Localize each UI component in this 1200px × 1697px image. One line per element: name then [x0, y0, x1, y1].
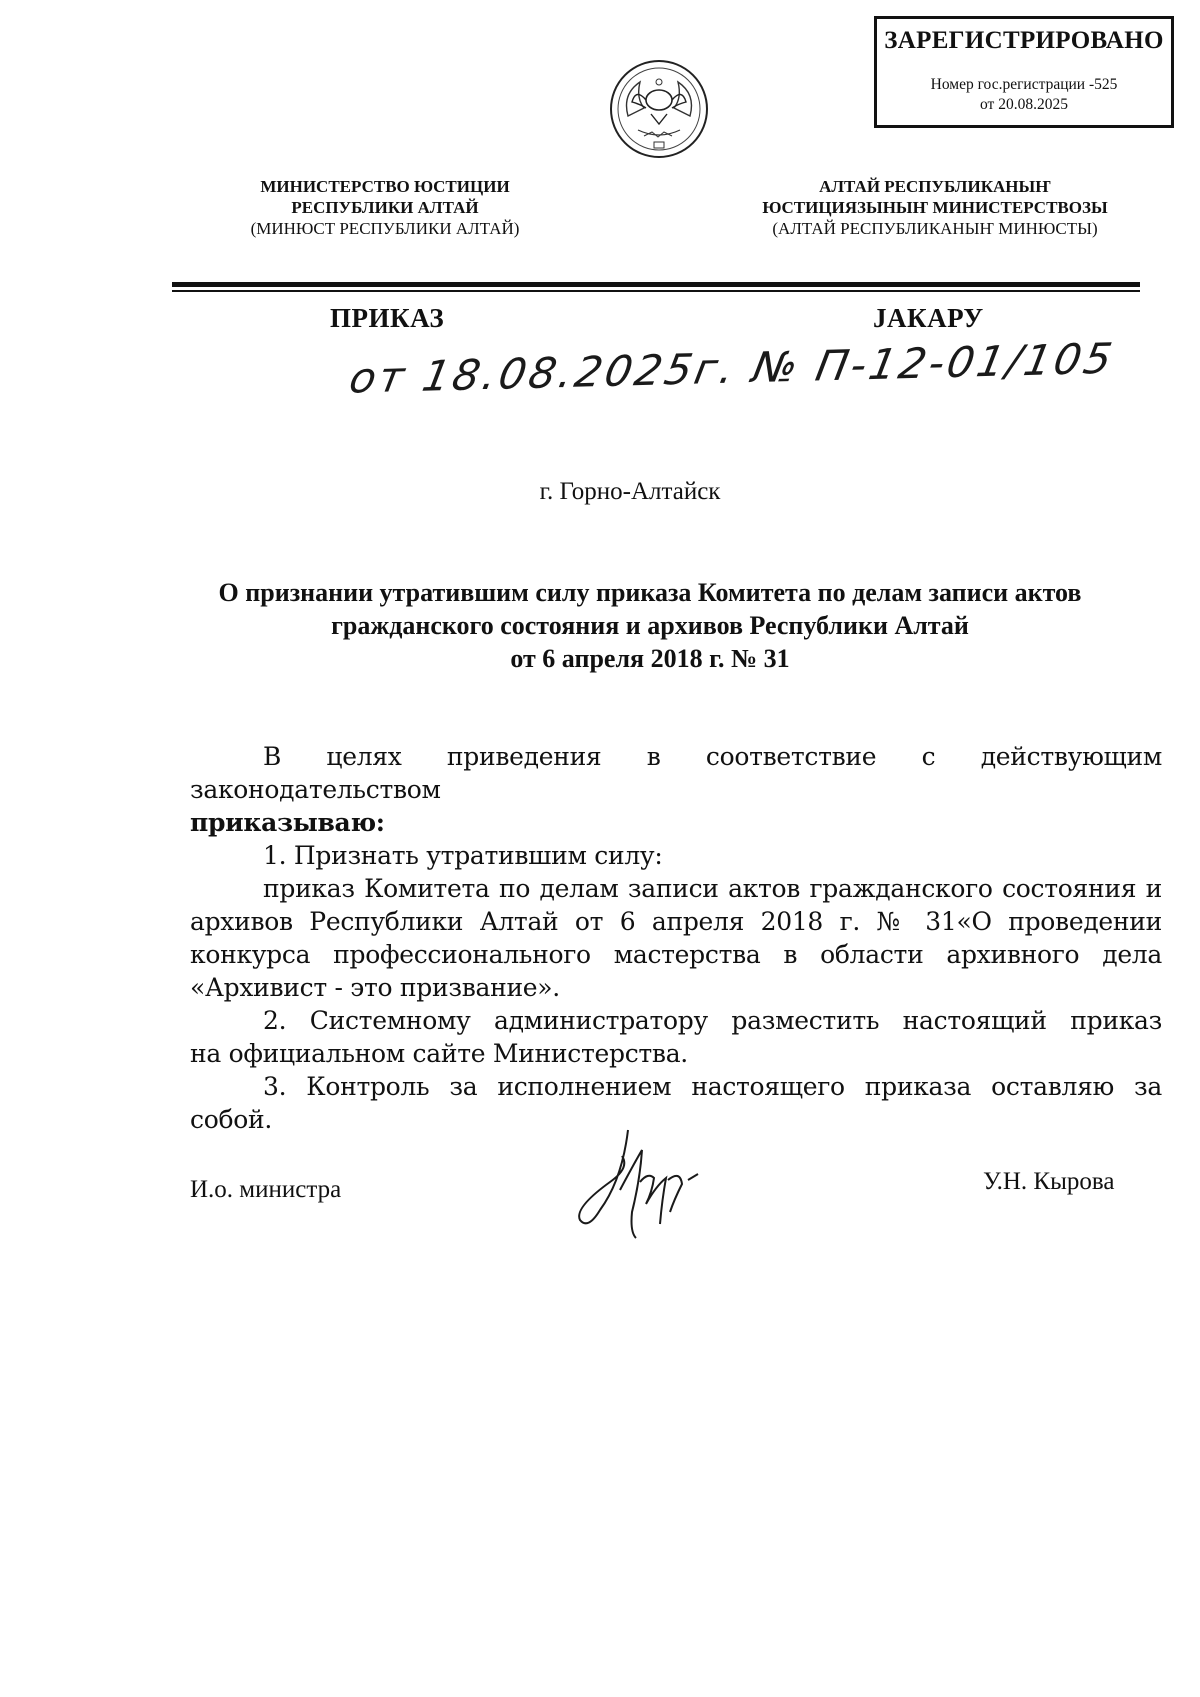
registration-stamp — [874, 16, 1174, 128]
ministry-short-name: (МИНЮСТ РЕСПУБЛИКИ АЛТАЙ) — [250, 219, 520, 238]
handwritten-signature — [570, 1120, 720, 1250]
signer-name: У.Н. Кырова — [983, 1168, 1115, 1195]
document-title — [160, 576, 1140, 675]
ministry-name-line2: РЕСПУБЛИКИ АЛТАЙ — [291, 198, 479, 217]
order-label-russian: ПРИКАЗ — [330, 303, 445, 333]
title-line3: от 6 апреля 2018 г. № 31 — [510, 644, 790, 673]
body-item3: 3. Контроль за исполнением настоящего приказа оставляю за собой. — [190, 1072, 1162, 1134]
ministry-short-name-altai: (АЛТАЙ РЕСПУБЛИКАНЫҤ МИНЮСТЫ) — [772, 219, 1098, 238]
order-label-altai: ЈАКАРУ — [873, 303, 984, 333]
ministry-name-altai-line1: АЛТАЙ РЕСПУБЛИКАНЫҤ — [819, 177, 1051, 196]
ministry-header-altai — [725, 176, 1145, 239]
signer-role: И.о. министра — [190, 1176, 342, 1203]
body-item2-line1: 2. Системному администратору разместить настоящий приказ — [263, 1006, 1162, 1035]
body-item1-text: приказ Комитета по делам записи актов гражданского состояния и архивов Республики Алтай от 6 апреля 2018 г. № 31«О проведении конкурса профессионального мастерства в области архивного дела «Архивист - это призвание». — [190, 874, 1162, 1002]
body-item1: 1. Признать утратившим силу: — [263, 841, 663, 870]
registration-number: Номер гос.регистрации -525 — [930, 76, 1118, 93]
ministry-name-line1: МИНИСТЕРСТВО ЮСТИЦИИ — [260, 177, 510, 196]
body-intro: В целях приведения в соответствие с действующим законодательством — [190, 742, 1162, 804]
title-line2: гражданского состояния и архивов Республики Алтай — [331, 611, 969, 640]
body-item2-line2: на официальном сайте Министерства. — [190, 1039, 688, 1068]
coat-of-arms-icon — [606, 58, 712, 160]
header-divider-thick — [172, 282, 1140, 287]
registration-title: ЗАРЕГИСТРИРОВАНО — [884, 27, 1164, 54]
body-orders-word: приказываю: — [190, 808, 385, 837]
title-line1: О признании утратившим силу приказа Комитета по делам записи актов — [218, 578, 1082, 607]
ministry-header-russian — [200, 176, 570, 239]
registration-date: от 20.08.2025 — [980, 96, 1068, 113]
handwritten-order-date-number: от 18.08.2025г. № П-12-01/105 — [345, 333, 1119, 403]
document-body — [190, 740, 1162, 1136]
ministry-name-altai-line2: ЮСТИЦИЯЗЫНЫҤ МИНИСТЕРСТВОЗЫ — [762, 198, 1108, 217]
header-divider-thin — [172, 290, 1140, 292]
city-name: г. Горно-Алтайск — [539, 478, 721, 505]
